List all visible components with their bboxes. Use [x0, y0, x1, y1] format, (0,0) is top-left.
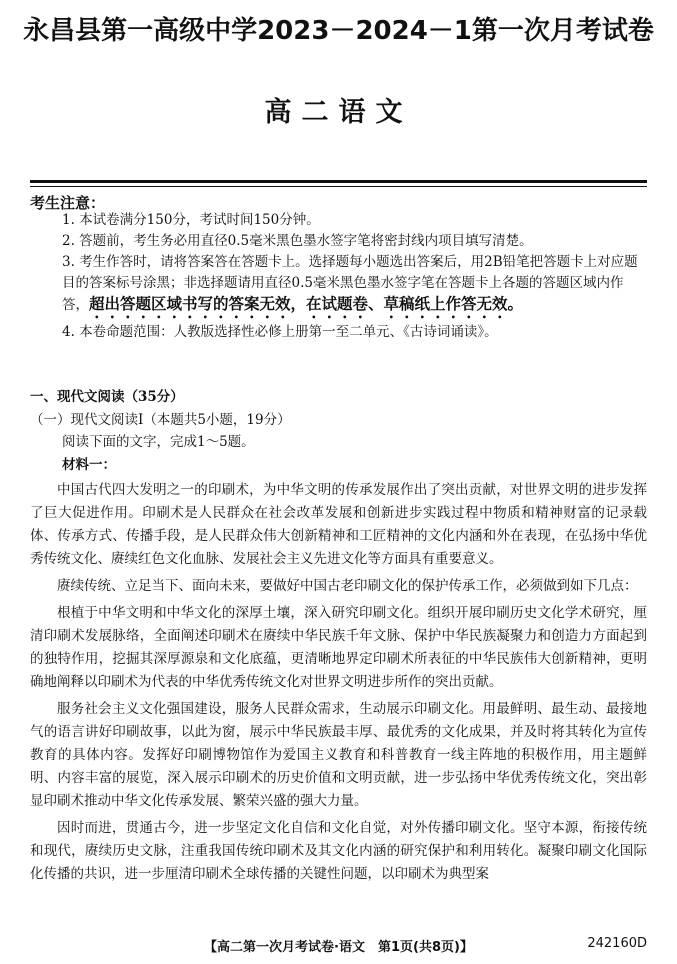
section-heading: 一、现代文阅读（35分）	[30, 389, 184, 405]
material-label: 材料一：	[62, 457, 116, 473]
notice-item-4: 4. 本卷命题范围：人教版选择性必修上册第一至二单元、《古诗词诵读》。	[62, 324, 498, 340]
passage-paragraph-1: 中国古代四大发明之一的印刷术，为中华文明的传承发展作出了突出贡献，对世界文明的进步发挥了巨大促进作用。印刷术是人民群众在社会改革发展和创新进步实践过程中物质和精神财富的记录载体、传承方式、传播手段，是人民群众伟大创新精神和工匠精神的文化内涵和外在表现，在弘扬中华优秀传统文化、赓续红色文化血脉、发展社会主义先进文化等方面具有重要意义。	[30, 482, 647, 567]
footer-code: 242160D	[587, 936, 647, 951]
reading-instruction: 阅读下面的文字，完成1～5题。	[62, 434, 255, 450]
passage	[30, 479, 647, 890]
subject-title: 高二语文	[264, 97, 413, 128]
passage-paragraph-2: 赓续传统、立足当下、面向未来，要做好中国古老印刷文化的保护传承工作，必须做到如下几点：	[57, 578, 638, 594]
notice-item-3	[62, 252, 648, 322]
notice-item-2: 2. 答题前，考生务必用直径0.5毫米黑色墨水签字笔将密封线内项目填写清楚。	[62, 233, 533, 249]
notice-item-1: 1. 本试卷满分150分，考试时间150分钟。	[62, 212, 320, 228]
section-subheading: （一）现代文阅读Ⅰ（本题共5小题，19分）	[30, 412, 291, 428]
divider-thick	[30, 180, 647, 183]
passage-paragraph-4: 服务社会主义文化强国建设，服务人民群众需求，生动展示印刷文化。用最鲜明、最生动、最接地气的语言讲好印刷故事，以此为窗，展示中华民族最丰厚、最优秀的文化成果，并及时将其转化为宣传教育的具体内容。发挥好印刷博物馆作为爱国主义教育和科普教育一线主阵地的积极作用，用主题鲜明、内容丰富的展览，深入展示印刷术的历史价值和文明贡献，进一步弘扬中华优秀传统文化，突出彰显印刷术推动中华文化传承发展、繁荣兴盛的强大力量。	[30, 701, 647, 809]
footer-label: 【高二第一次月考试卷·语文 第1页(共8页)】	[204, 940, 473, 955]
notice-item-3-emphasis: 超出答题区域书写的答案无效，在试题卷、草稿纸上作答无效。	[89, 295, 524, 313]
notice-heading: 考生注意：	[30, 194, 106, 212]
divider-thin	[30, 186, 647, 187]
notice-list	[62, 210, 648, 343]
passage-paragraph-3: 根植于中华文明和中华文化的深厚土壤，深入研究印刷文化。组织开展印刷历史文化学术研究，厘清印刷术发展脉络，全面阐述印刷术在赓续中华民族千年文脉、保护中华民族凝聚力和创造力方面起到的独特作用，挖掘其深厚源泉和文化底蕴，更清晰地界定印刷术所表征的中华民族伟大创新精神，更明确地阐释以印刷术为代表的中华优秀传统文化对世界文明进步所作的突出贡献。	[30, 605, 647, 690]
passage-paragraph-5: 因时而进，贯通古今，进一步坚定文化自信和文化自觉，对外传播印刷文化。坚守本源，衔接传统和现代，赓续历史文脉，注重我国传统印刷术及其文化内涵的研究保护和利用转化。凝聚印刷文化国际化传播的共识，进一步厘清印刷术全球传播的关键性问题，以印刷术为典型案	[30, 820, 647, 882]
notice-item-3-text: 3. 考生作答时，请将答案答在答题卡上。选择题每小题选出答案后，用2B铅笔把答题卡上对应题目的答案标号涂黑；非选择题请用直径0.5毫米黑色墨水签字笔在答题卡上各题的答题区域内作答，	[62, 254, 638, 313]
exam-title: 永昌县第一高级中学2023－2024－1第一次月考试卷	[23, 16, 654, 46]
